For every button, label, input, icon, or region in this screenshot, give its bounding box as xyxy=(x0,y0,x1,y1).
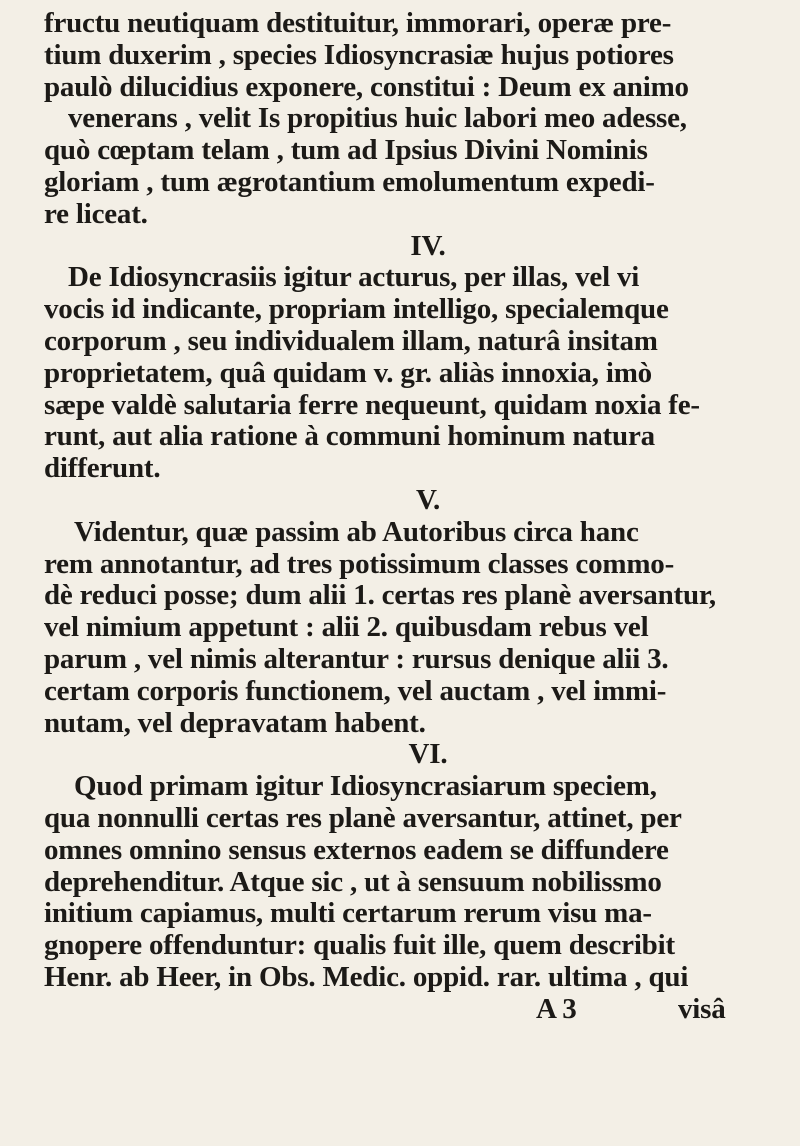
text-page xyxy=(44,8,772,1026)
text-line: qua nonnulli certas res planè aversantur, attinet, per xyxy=(44,801,682,834)
text-line: De Idiosyncrasiis igitur acturus, per illas, vel vi xyxy=(68,261,640,294)
text-line: dè reduci posse; dum alii 1. certas res planè aversantur, xyxy=(44,579,716,612)
text-line: vocis id indicante, propriam intelligo, specialemque xyxy=(44,293,669,326)
text-line: Videntur, quæ passim ab Autoribus circa hanc xyxy=(74,515,639,548)
text-line: certam corporis functionem, vel auctam , vel immi- xyxy=(44,674,667,707)
text-line: quò cœptam telam , tum ad Ipsius Divini Nominis xyxy=(44,134,648,167)
text-line: paulò dilucidius exponere, constitui : Deum ex animo xyxy=(44,70,689,103)
section-number: VI. xyxy=(408,738,448,771)
page-footer xyxy=(44,994,772,1026)
text-line: corporum , seu individualem illam, naturâ insitam xyxy=(44,324,658,357)
text-line: fructu neutiquam destituitur, immorari, operæ pre- xyxy=(44,7,672,39)
section-number: V. xyxy=(415,483,441,516)
text-line: parum , vel nimis alterantur : rursus denique alii 3. xyxy=(44,642,669,675)
text-line: nutam, vel depravatam habent. xyxy=(44,706,426,739)
text-line: Henr. ab Heer, in Obs. Medic. oppid. rar. ultima , qui xyxy=(44,960,689,993)
text-line: omnes omnino sensus externos eadem se diffundere xyxy=(44,833,669,866)
body-text xyxy=(44,8,772,994)
text-line: runt, aut alia ratione à communi hominum natura xyxy=(44,420,655,453)
text-line: initium capiamus, multi certarum rerum visu ma- xyxy=(44,897,652,930)
text-line: proprietatem, quâ quidam v. gr. aliàs innoxia, imò xyxy=(44,356,652,389)
signature-mark: A 3 xyxy=(536,992,577,1025)
section-number: IV. xyxy=(410,229,446,262)
catchword: visâ xyxy=(678,992,726,1025)
text-line: deprehenditur. Atque sic , ut à sensuum nobilissmo xyxy=(44,865,662,898)
text-line: differunt. xyxy=(44,452,161,485)
text-line: sæpe valdè salutaria ferre nequeunt, quidam noxia fe- xyxy=(44,388,700,421)
text-line: re liceat. xyxy=(44,197,148,230)
text-line: venerans , velit Is propitius huic labori meo adesse, xyxy=(68,102,687,135)
text-line: gnopere offenduntur: qualis fuit ille, quem describit xyxy=(44,929,675,962)
text-line: vel nimium appetunt : alii 2. quibusdam rebus vel xyxy=(44,611,649,644)
text-line: gloriam , tum ægrotantium emolumentum expedi- xyxy=(44,165,655,198)
text-line: rem annotantur, ad tres potissimum classes commo- xyxy=(44,547,675,580)
text-line: Quod primam igitur Idiosyncrasiarum speciem, xyxy=(74,770,657,803)
text-line: tium duxerim , species Idiosyncrasiæ hujus potiores xyxy=(44,38,674,71)
